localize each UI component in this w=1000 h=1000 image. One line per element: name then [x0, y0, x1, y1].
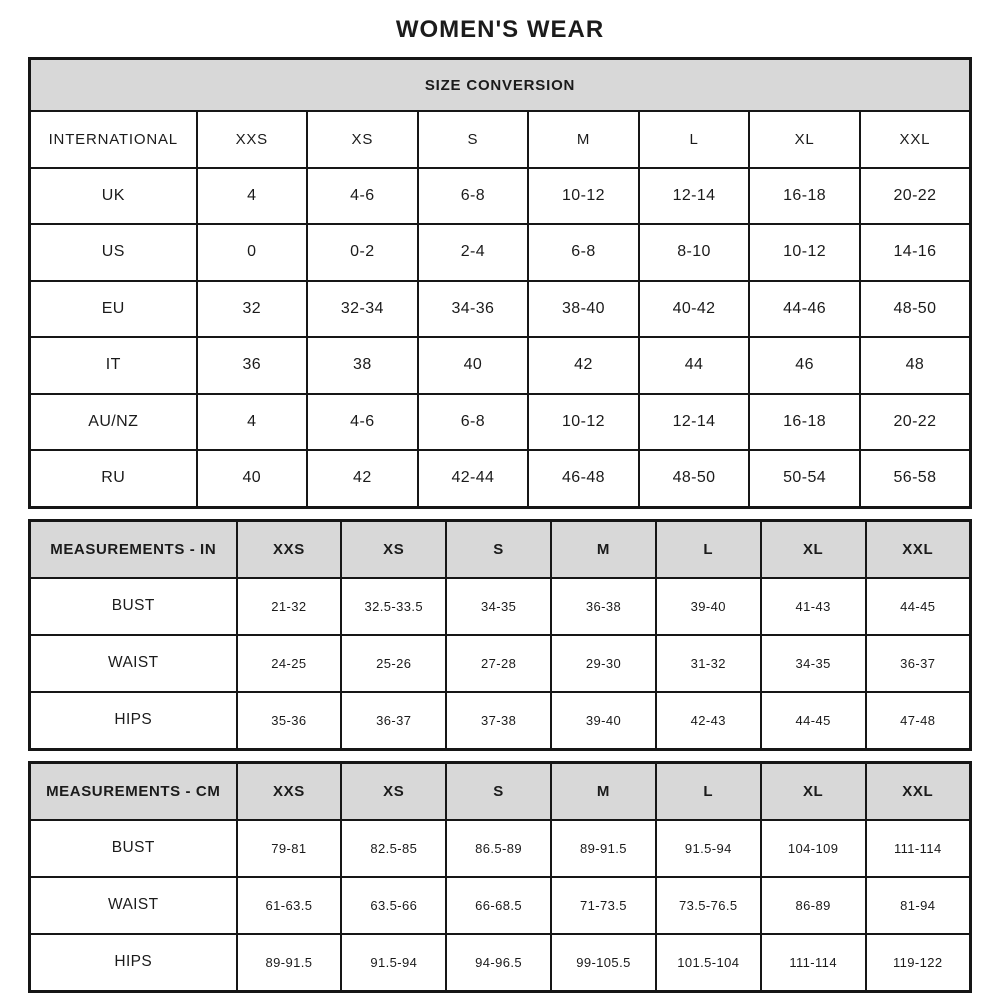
value-cell: 89-91.5: [551, 820, 656, 877]
value-cell: 86-89: [761, 877, 866, 934]
value-cell: 46: [749, 337, 860, 394]
value-cell: 36: [197, 337, 308, 394]
value-cell: 91.5-94: [656, 820, 761, 877]
value-cell: 4: [197, 168, 308, 225]
value-cell: 4: [197, 394, 308, 451]
row-label: US: [30, 224, 197, 281]
table-row: [30, 820, 971, 877]
value-cell: 66-68.5: [446, 877, 551, 934]
value-cell: 42: [307, 450, 418, 507]
size-column-header: S: [418, 111, 529, 168]
size-column-header: S: [446, 520, 551, 578]
value-cell: 4-6: [307, 394, 418, 451]
value-cell: 35-36: [237, 692, 342, 750]
value-cell: 10-12: [528, 394, 639, 451]
table-row: [30, 394, 971, 451]
size-column-header: XXS: [197, 111, 308, 168]
value-cell: 29-30: [551, 635, 656, 692]
value-cell: 40: [418, 337, 529, 394]
value-cell: 6-8: [418, 394, 529, 451]
row-label: HIPS: [30, 692, 237, 750]
row-label: BUST: [30, 820, 237, 877]
value-cell: 6-8: [528, 224, 639, 281]
size-column-header: M: [528, 111, 639, 168]
measurements-in-table: [28, 519, 972, 751]
size-column-header: XL: [761, 762, 866, 820]
table-row: [30, 578, 971, 635]
table-label-header: MEASUREMENTS - IN: [30, 520, 237, 578]
size-column-header: XXS: [237, 762, 342, 820]
size-column-header: XL: [749, 111, 860, 168]
row-label: WAIST: [30, 877, 237, 934]
table-row: [30, 877, 971, 934]
value-cell: 101.5-104: [656, 934, 761, 992]
value-cell: 34-35: [446, 578, 551, 635]
value-cell: 34-36: [418, 281, 529, 338]
table-row: [30, 692, 971, 750]
value-cell: 32.5-33.5: [341, 578, 446, 635]
header-row: [30, 520, 971, 578]
value-cell: 20-22: [860, 168, 971, 225]
value-cell: 111-114: [866, 820, 971, 877]
size-column-header: XL: [761, 520, 866, 578]
value-cell: 38-40: [528, 281, 639, 338]
row-label: BUST: [30, 578, 237, 635]
value-cell: 0-2: [307, 224, 418, 281]
value-cell: 16-18: [749, 394, 860, 451]
table-row: [30, 337, 971, 394]
table-row: [30, 450, 971, 507]
value-cell: 6-8: [418, 168, 529, 225]
value-cell: 37-38: [446, 692, 551, 750]
value-cell: 36-38: [551, 578, 656, 635]
value-cell: 32-34: [307, 281, 418, 338]
value-cell: 86.5-89: [446, 820, 551, 877]
measurements-cm-table: [28, 761, 972, 993]
value-cell: 16-18: [749, 168, 860, 225]
value-cell: 21-32: [237, 578, 342, 635]
value-cell: 44-46: [749, 281, 860, 338]
value-cell: 14-16: [860, 224, 971, 281]
row-label: WAIST: [30, 635, 237, 692]
row-label: RU: [30, 450, 197, 507]
value-cell: 34-35: [761, 635, 866, 692]
value-cell: 39-40: [551, 692, 656, 750]
value-cell: 36-37: [341, 692, 446, 750]
value-cell: 82.5-85: [341, 820, 446, 877]
value-cell: 40: [197, 450, 308, 507]
value-cell: 41-43: [761, 578, 866, 635]
size-column-header: XS: [341, 762, 446, 820]
value-cell: 48: [860, 337, 971, 394]
value-cell: 94-96.5: [446, 934, 551, 992]
table-row: [30, 635, 971, 692]
value-cell: 8-10: [639, 224, 750, 281]
row-label: UK: [30, 168, 197, 225]
value-cell: 10-12: [528, 168, 639, 225]
size-column-header: S: [446, 762, 551, 820]
value-cell: 44: [639, 337, 750, 394]
value-cell: 63.5-66: [341, 877, 446, 934]
size-column-header: XXL: [860, 111, 971, 168]
value-cell: 104-109: [761, 820, 866, 877]
header-row: [30, 762, 971, 820]
size-column-header: L: [656, 520, 761, 578]
value-cell: 73.5-76.5: [656, 877, 761, 934]
value-cell: 50-54: [749, 450, 860, 507]
table-label-header: INTERNATIONAL: [30, 111, 197, 168]
value-cell: 39-40: [656, 578, 761, 635]
value-cell: 27-28: [446, 635, 551, 692]
value-cell: 32: [197, 281, 308, 338]
value-cell: 24-25: [237, 635, 342, 692]
value-cell: 119-122: [866, 934, 971, 992]
value-cell: 12-14: [639, 168, 750, 225]
value-cell: 79-81: [237, 820, 342, 877]
value-cell: 2-4: [418, 224, 529, 281]
value-cell: 44-45: [761, 692, 866, 750]
table-label-header: MEASUREMENTS - CM: [30, 762, 237, 820]
value-cell: 42-44: [418, 450, 529, 507]
value-cell: 38: [307, 337, 418, 394]
value-cell: 42: [528, 337, 639, 394]
header-row: [30, 111, 971, 168]
value-cell: 40-42: [639, 281, 750, 338]
value-cell: 46-48: [528, 450, 639, 507]
size-column-header: XXS: [237, 520, 342, 578]
value-cell: 89-91.5: [237, 934, 342, 992]
table-row: [30, 281, 971, 338]
value-cell: 4-6: [307, 168, 418, 225]
table-row: [30, 168, 971, 225]
table-row: [30, 934, 971, 992]
value-cell: 20-22: [860, 394, 971, 451]
size-column-header: XXL: [866, 520, 971, 578]
value-cell: 47-48: [866, 692, 971, 750]
row-label: EU: [30, 281, 197, 338]
value-cell: 44-45: [866, 578, 971, 635]
value-cell: 99-105.5: [551, 934, 656, 992]
size-column-header: XS: [307, 111, 418, 168]
size-column-header: L: [656, 762, 761, 820]
value-cell: 61-63.5: [237, 877, 342, 934]
value-cell: 10-12: [749, 224, 860, 281]
row-label: HIPS: [30, 934, 237, 992]
value-cell: 91.5-94: [341, 934, 446, 992]
size-column-header: M: [551, 520, 656, 578]
size-column-header: XS: [341, 520, 446, 578]
value-cell: 31-32: [656, 635, 761, 692]
value-cell: 12-14: [639, 394, 750, 451]
table-title: SIZE CONVERSION: [30, 59, 971, 112]
page-title: WOMEN'S WEAR: [395, 16, 605, 43]
value-cell: 81-94: [866, 877, 971, 934]
value-cell: 111-114: [761, 934, 866, 992]
value-cell: 36-37: [866, 635, 971, 692]
value-cell: 48-50: [860, 281, 971, 338]
table-title-row: [30, 59, 971, 112]
value-cell: 56-58: [860, 450, 971, 507]
size-column-header: XXL: [866, 762, 971, 820]
value-cell: 71-73.5: [551, 877, 656, 934]
value-cell: 42-43: [656, 692, 761, 750]
size-column-header: L: [639, 111, 750, 168]
row-label: AU/NZ: [30, 394, 197, 451]
row-label: IT: [30, 337, 197, 394]
size-column-header: M: [551, 762, 656, 820]
value-cell: 48-50: [639, 450, 750, 507]
value-cell: 0: [197, 224, 308, 281]
table-row: [30, 224, 971, 281]
size-conversion-table: [28, 57, 972, 509]
value-cell: 25-26: [341, 635, 446, 692]
